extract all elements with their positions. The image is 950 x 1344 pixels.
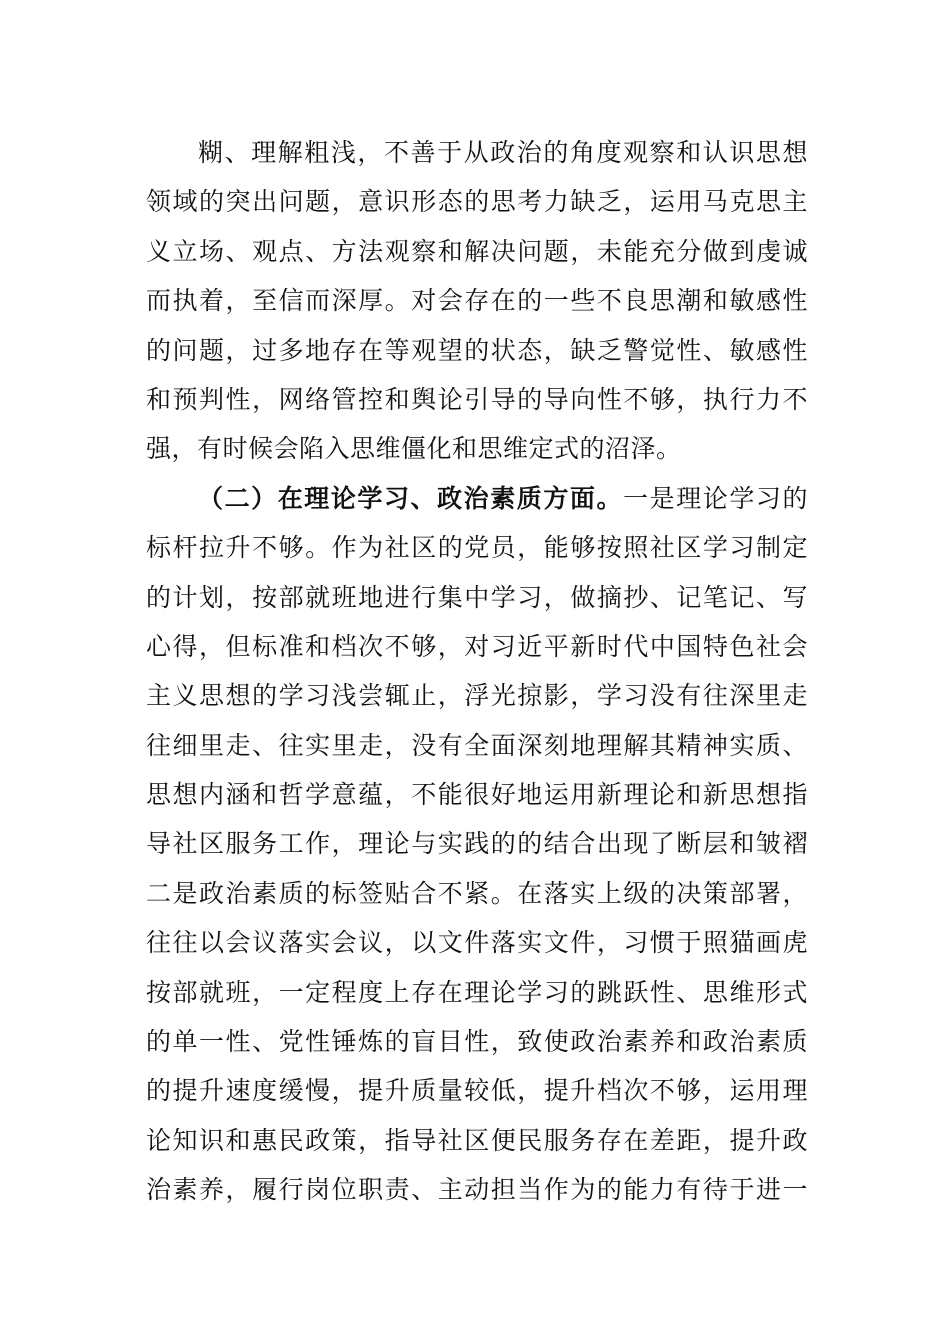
text-line: 论知识和惠民政策，指导社区便民服务存在差距，提升政 bbox=[146, 1125, 808, 1155]
text-line: 的提升速度缓慢，提升质量较低，提升档次不够，运用理 bbox=[146, 1076, 808, 1106]
text-line: 糊、理解粗浅，不善于从政治的角度观察和认识思想 bbox=[198, 138, 808, 167]
text-line: 往往以会议落实会议，以文件落实文件，习惯于照猫画虎 bbox=[146, 928, 808, 958]
section-heading: （二）在理论学习、政治素质方面。 bbox=[198, 483, 624, 513]
text-line: 的问题，过多地存在等观望的状态，缺乏警觉性、敏感性 bbox=[146, 335, 808, 365]
text-line: 而执着，至信而深厚。对会存在的一些不良思潮和敏感性 bbox=[146, 286, 808, 316]
text-line: 主义思想的学习浅尝辄止，浮光掠影，学习没有往深里走 bbox=[146, 681, 808, 711]
text-line: 往细里走、往实里走，没有全面深刻地理解其精神实质、 bbox=[146, 730, 808, 760]
text-line: 和预判性，网络管控和舆论引导的导向性不够，执行力不 bbox=[146, 384, 808, 414]
paragraph-theory-study bbox=[146, 474, 808, 1215]
text-line: 治素养，履行岗位职责、主动担当作为的能力有待于进一 bbox=[146, 1175, 808, 1205]
heading-line-rest: 一是理论学习的 bbox=[623, 483, 808, 513]
text-line: 标杆拉升不够。作为社区的党员，能够按照社区学习制定 bbox=[146, 533, 808, 563]
document-body bbox=[146, 128, 808, 1215]
text-line: 的计划，按部就班地进行集中学习，做摘抄、记笔记、写 bbox=[146, 582, 808, 612]
text-line: 思想内涵和哲学意蕴，不能很好地运用新理论和新思想指 bbox=[146, 780, 808, 810]
text-line bbox=[146, 474, 808, 523]
text-line: 义立场、观点、方法观察和解决问题，未能充分做到虔诚 bbox=[146, 236, 808, 266]
text-line: 心得，但标准和档次不够，对习近平新时代中国特色社会 bbox=[146, 631, 808, 661]
text-line: 导社区服务工作，理论与实践的的结合出现了断层和皱褶 bbox=[146, 829, 808, 859]
text-line: 领域的突出问题，意识形态的思考力缺乏，运用马克思主 bbox=[146, 187, 808, 217]
text-line: 按部就班，一定程度上存在理论学习的跳跃性、思维形式 bbox=[146, 977, 808, 1007]
paragraph-ideology bbox=[146, 128, 808, 474]
text-line: 强，有时候会陷入思维僵化和思维定式的沼泽。 bbox=[146, 434, 682, 464]
text-line: 的单一性、党性锤炼的盲目性，致使政治素养和政治素质 bbox=[146, 1027, 808, 1057]
text-line: 二是政治素质的标签贴合不紧。在落实上级的决策部署， bbox=[146, 878, 808, 908]
